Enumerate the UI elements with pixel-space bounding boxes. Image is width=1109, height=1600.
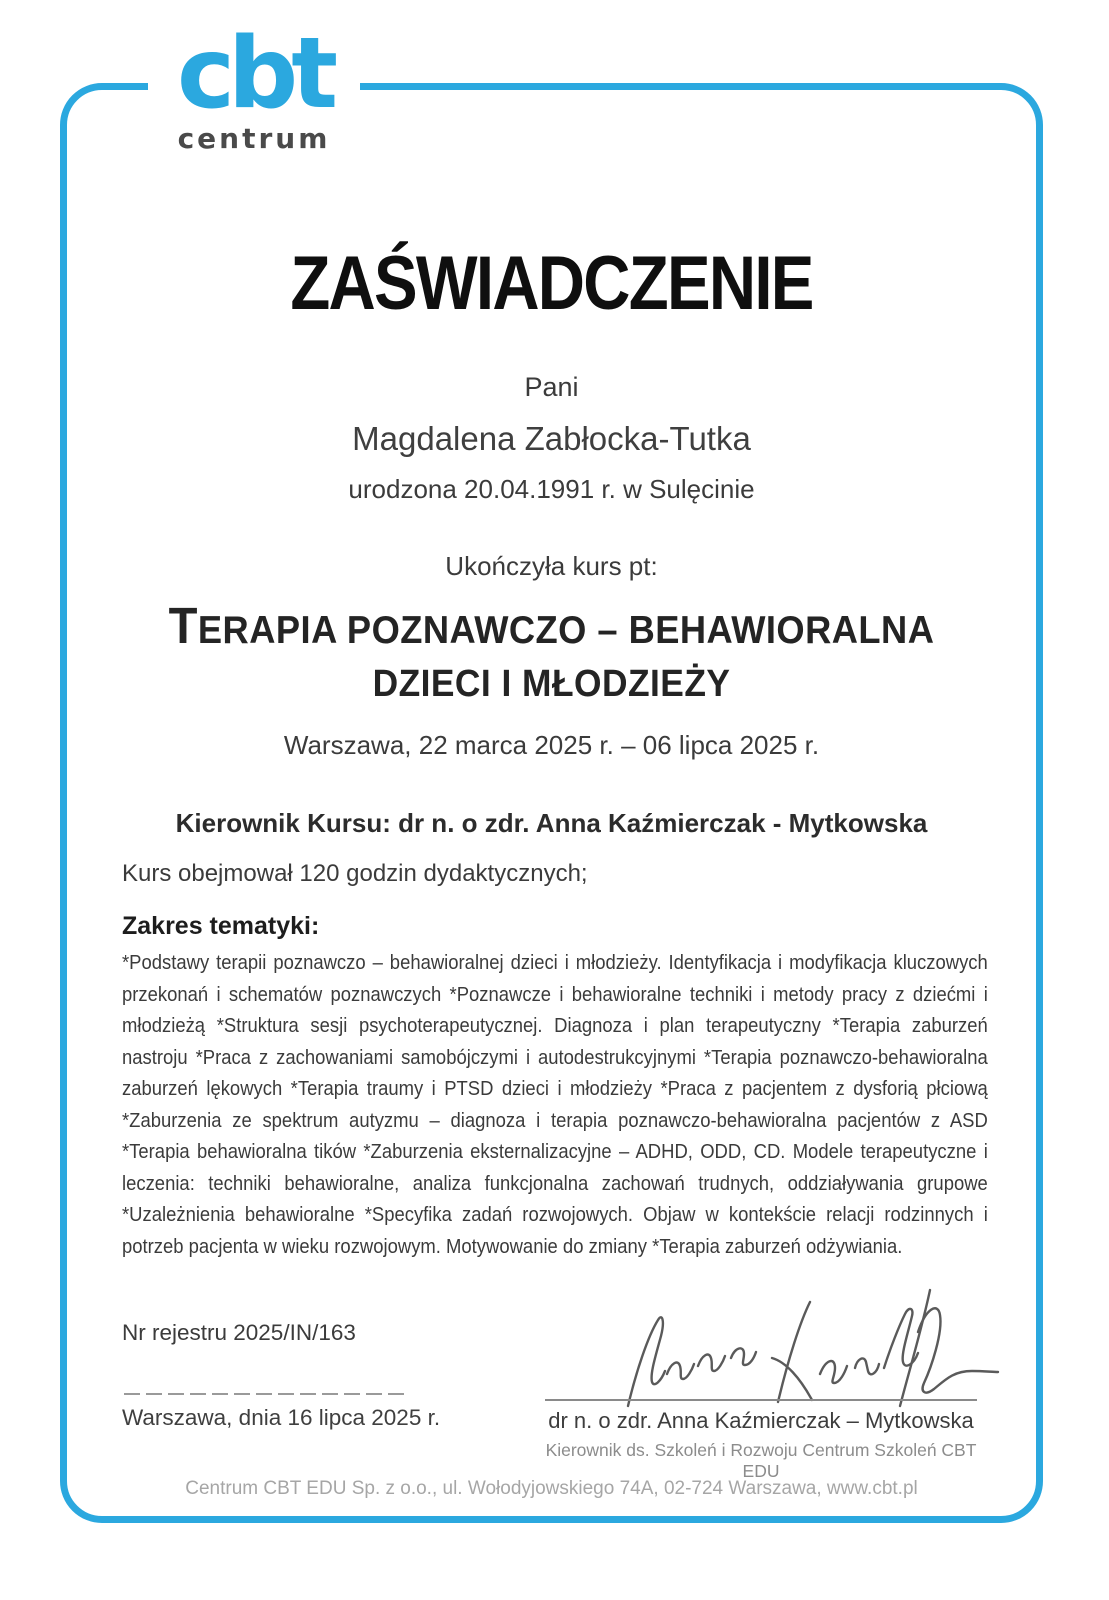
recipient-name: Magdalena Zabłocka-Tutka <box>352 420 751 457</box>
recipient-birth-info: urodzona 20.04.1991 r. w Sulęcinie <box>348 474 755 504</box>
signature-line <box>545 1399 977 1401</box>
course-dates: Warszawa, 22 marca 2025 r. – 06 lipca 2025 r. <box>283 730 820 760</box>
issue-place-date: Warszawa, dnia 16 lipca 2025 r. <box>122 1405 441 1430</box>
registry-divider-line <box>124 1393 410 1395</box>
footer-company-info: Centrum CBT EDU Sp. z o.o., ul. Wołodyjowskiego 74A, 02-724 Warszawa, www.cbt.pl <box>185 1478 918 1499</box>
handwritten-signature-image <box>600 1288 1000 1408</box>
salutation: Pani <box>524 372 579 402</box>
cbt-logo <box>148 17 360 156</box>
registry-number: Nr rejestru 2025/IN/163 <box>122 1320 356 1345</box>
course-hours: Kurs obejmował 120 godzin dydaktycznych; <box>122 860 588 887</box>
course-title-line2: DZIECI I MŁODZIEŻY <box>372 663 731 705</box>
course-intro: Ukończyła kurs pt: <box>445 551 658 581</box>
cbt-logo-subtitle: centrum <box>177 122 331 156</box>
course-director: Kierownik Kursu: dr n. o zdr. Anna Kaźmierczak - Mytkowska <box>175 808 928 838</box>
cbt-logo-wordmark: cbt <box>176 17 332 131</box>
signatory-role: Kierownik ds. Szkoleń i Rozwoju Centrum Szkoleń CBT EDU <box>545 1440 977 1481</box>
topics-body: *Podstawy terapii poznawczo – behawioralnej dzieci i młodzieży. Identyfikacja i modyfikacja kluczowych przekonań i schematów poznawczych *Poznawcze i behawioralne techniki i metody pracy z dziećmi i młodzieżą *Struktura sesji psychoterapeutycznej. Diagnoza i plan terapeutyczny *Terapia zaburzeń nastroju *Praca z zachowaniami samobójczymi i autodestrukcyjnymi *Terapia poznawczo-behawioralna zaburzeń lękowych *Terapia traumy i PTSD dzieci i młodzieży *Praca z pacjentem z dysforią płciową *Zaburzenia ze spektrum autyzmu – diagnoza i terapia poznawczo-behawioralna pacjentów z ASD *Terapia behawioralna tików *Zaburzenia eksternalizacyjne – ADHD, ODD, CD. Modele terapeutyczne i leczenia: techniki behawioralne, analiza funkcjonalna zachowań trudnych, oddziaływania grupowe *Uzależnienia behawioralne *Specyfika zadań rozwojowych. Objaw w kontekście relacji rodzinnych i potrzeb pacjenta w wieku rozwojowym. Motywowanie do zmiany *Terapia zaburzeń odżywiania. <box>122 951 988 1258</box>
course-title-line1: TERAPIA POZNAWCZO – BEHAWIORALNA <box>168 597 935 654</box>
certificate-title: ZAŚWIADCZENIE <box>290 241 813 326</box>
signatory-name: dr n. o zdr. Anna Kaźmierczak – Mytkowska <box>548 1408 974 1433</box>
topics-heading: Zakres tematyki: <box>122 912 320 940</box>
